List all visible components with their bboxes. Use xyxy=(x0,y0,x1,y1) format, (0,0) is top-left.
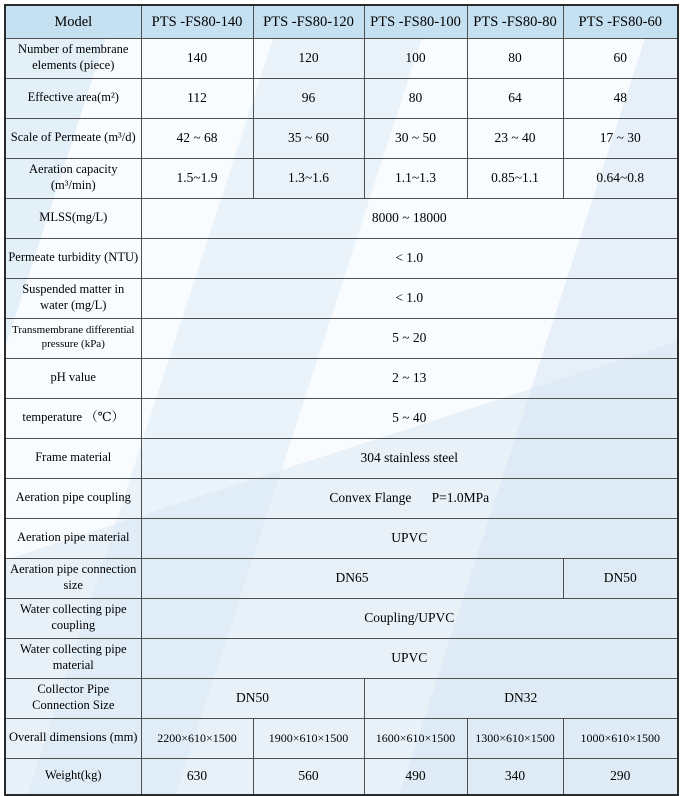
cell-aeration-capacity-80: 0.85~1.1 xyxy=(467,158,563,198)
cell-aeration-pipe-material-value: UPVC xyxy=(141,518,678,558)
model-name-pts-fs80-80: PTS -FS80-80 xyxy=(467,5,563,38)
model-name-pts-fs80-100: PTS -FS80-100 xyxy=(364,5,467,38)
row-label-aeration-capacity: Aeration capacity (m³/min) xyxy=(5,158,141,198)
row-aeration-pipe-coupling xyxy=(5,478,678,518)
row-label-transmembrane-pressure: Transmembrane differential pressure (kPa) xyxy=(5,318,141,358)
cell-ph-value: 2 ~ 13 xyxy=(141,358,678,398)
row-suspended-matter xyxy=(5,278,678,318)
row-temperature xyxy=(5,398,678,438)
row-aeration-pipe-size xyxy=(5,558,678,598)
product-spec-table xyxy=(4,4,679,796)
cell-water-pipe-material-value: UPVC xyxy=(141,638,678,678)
cell-membrane-elements-100: 100 xyxy=(364,38,467,78)
model-name-pts-fs80-60: PTS -FS80-60 xyxy=(563,5,678,38)
cell-permeate-scale-140: 42 ~ 68 xyxy=(141,118,253,158)
cell-membrane-elements-80: 80 xyxy=(467,38,563,78)
row-label-aeration-pipe-material: Aeration pipe material xyxy=(5,518,141,558)
header-row xyxy=(5,5,678,38)
row-label-water-pipe-material: Water collecting pipe material xyxy=(5,638,141,678)
row-ph-value xyxy=(5,358,678,398)
cell-permeate-scale-100: 30 ~ 50 xyxy=(364,118,467,158)
cell-aeration-pipe-size-dn50: DN50 xyxy=(563,558,678,598)
row-label-ph-value: pH value xyxy=(5,358,141,398)
cell-aeration-pipe-coupling-value: Convex Flange P=1.0MPa xyxy=(141,478,678,518)
cell-permeate-scale-80: 23 ~ 40 xyxy=(467,118,563,158)
cell-membrane-elements-140: 140 xyxy=(141,38,253,78)
row-water-pipe-material xyxy=(5,638,678,678)
cell-membrane-elements-120: 120 xyxy=(253,38,364,78)
cell-dimensions-60: 1000×610×1500 xyxy=(563,718,678,758)
row-label-water-pipe-coupling: Water collecting pipe coupling xyxy=(5,598,141,638)
model-name-pts-fs80-120: PTS -FS80-120 xyxy=(253,5,364,38)
cell-weight-140: 630 xyxy=(141,758,253,795)
row-label-membrane-elements: Number of membrane elements (piece) xyxy=(5,38,141,78)
cell-collector-pipe-size-dn32: DN32 xyxy=(364,678,678,718)
cell-weight-100: 490 xyxy=(364,758,467,795)
row-label-aeration-pipe-size: Aeration pipe connection size xyxy=(5,558,141,598)
cell-effective-area-80: 64 xyxy=(467,78,563,118)
cell-dimensions-140: 2200×610×1500 xyxy=(141,718,253,758)
cell-frame-material-value: 304 stainless steel xyxy=(141,438,678,478)
cell-aeration-capacity-60: 0.64~0.8 xyxy=(563,158,678,198)
row-permeate-turbidity xyxy=(5,238,678,278)
row-label-frame-material: Frame material xyxy=(5,438,141,478)
cell-weight-120: 560 xyxy=(253,758,364,795)
row-collector-pipe-size xyxy=(5,678,678,718)
row-label-overall-dimensions: Overall dimensions (mm) xyxy=(5,718,141,758)
cell-aeration-pipe-size-dn65: DN65 xyxy=(141,558,563,598)
model-header-label: Model xyxy=(5,5,141,38)
cell-aeration-capacity-140: 1.5~1.9 xyxy=(141,158,253,198)
cell-mlss-value: 8000 ~ 18000 xyxy=(141,198,678,238)
cell-effective-area-100: 80 xyxy=(364,78,467,118)
row-label-effective-area: Effective area(m²) xyxy=(5,78,141,118)
cell-membrane-elements-60: 60 xyxy=(563,38,678,78)
cell-dimensions-120: 1900×610×1500 xyxy=(253,718,364,758)
model-name-pts-fs80-140: PTS -FS80-140 xyxy=(141,5,253,38)
cell-weight-80: 340 xyxy=(467,758,563,795)
row-effective-area xyxy=(5,78,678,118)
cell-temperature-value: 5 ~ 40 xyxy=(141,398,678,438)
cell-dimensions-100: 1600×610×1500 xyxy=(364,718,467,758)
cell-effective-area-60: 48 xyxy=(563,78,678,118)
cell-permeate-scale-60: 17 ~ 30 xyxy=(563,118,678,158)
row-label-permeate-turbidity: Permeate turbidity (NTU) xyxy=(5,238,141,278)
row-membrane-elements xyxy=(5,38,678,78)
cell-dimensions-80: 1300×610×1500 xyxy=(467,718,563,758)
cell-permeate-scale-120: 35 ~ 60 xyxy=(253,118,364,158)
row-water-pipe-coupling xyxy=(5,598,678,638)
cell-collector-pipe-size-dn50: DN50 xyxy=(141,678,364,718)
row-transmembrane-pressure xyxy=(5,318,678,358)
row-aeration-pipe-material xyxy=(5,518,678,558)
cell-weight-60: 290 xyxy=(563,758,678,795)
row-label-collector-pipe-size: Collector Pipe Connection Size xyxy=(5,678,141,718)
cell-suspended-matter-value: < 1.0 xyxy=(141,278,678,318)
cell-transmembrane-pressure-value: 5 ~ 20 xyxy=(141,318,678,358)
row-label-suspended-matter: Suspended matter in water (mg/L) xyxy=(5,278,141,318)
cell-aeration-capacity-120: 1.3~1.6 xyxy=(253,158,364,198)
row-label-aeration-pipe-coupling: Aeration pipe coupling xyxy=(5,478,141,518)
cell-effective-area-120: 96 xyxy=(253,78,364,118)
cell-permeate-turbidity-value: < 1.0 xyxy=(141,238,678,278)
row-label-mlss: MLSS(mg/L) xyxy=(5,198,141,238)
row-label-temperature: temperature （℃） xyxy=(5,398,141,438)
row-mlss xyxy=(5,198,678,238)
cell-effective-area-140: 112 xyxy=(141,78,253,118)
cell-aeration-capacity-100: 1.1~1.3 xyxy=(364,158,467,198)
cell-water-pipe-coupling-value: Coupling/UPVC xyxy=(141,598,678,638)
row-overall-dimensions xyxy=(5,718,678,758)
row-label-weight: Weight(kg) xyxy=(5,758,141,795)
row-label-permeate-scale: Scale of Permeate (m³/d) xyxy=(5,118,141,158)
row-frame-material xyxy=(5,438,678,478)
row-aeration-capacity xyxy=(5,158,678,198)
row-weight xyxy=(5,758,678,795)
row-permeate-scale xyxy=(5,118,678,158)
